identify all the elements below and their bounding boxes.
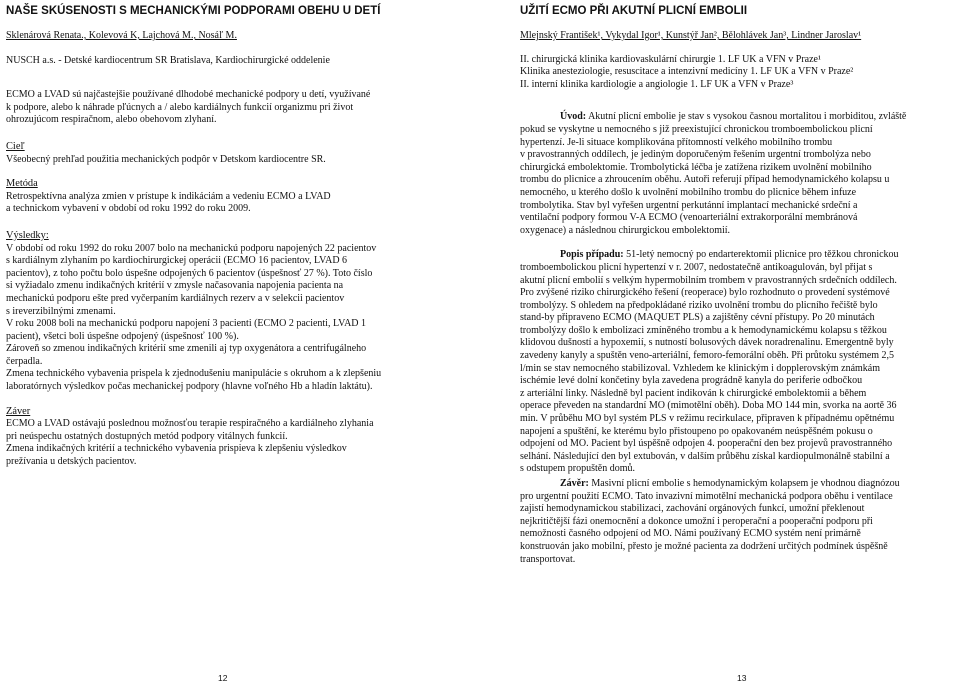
right-intro-first-line xyxy=(520,111,952,124)
left-results-line: V období od roku 1992 do roku 2007 bolo na mechanickú podporu napojených 22 pacientov xyxy=(6,242,377,254)
right-case-line: 51-letý nemocný po endarterektomii plicnice pro těžkou chronickou xyxy=(626,249,899,261)
right-conclusion-line: nemožnosti časného odpojení od MO. Námi používaný ECMO systém není primárně xyxy=(520,528,861,540)
left-conclusion-line: pri neúspechu ostatných dostupných metód podpory vitálnych funkcií. xyxy=(6,430,288,442)
left-method-line: a technickom vybavení v období od roku 1992 do roku 2009. xyxy=(6,203,251,215)
left-title: NAŠE SKÚSENOSTI S MECHANICKÝMI PODPORAMI OBEHU U DETÍ xyxy=(6,5,381,17)
right-case-line: trombolýzy došlo k embolizaci zmíněného trombu a k hemodynamickému kolapsu s těžkou xyxy=(520,324,887,336)
right-case-line: l/min se stav nemocného stabilizoval. Vzhledem ke klinickým i dopplerovským známkám xyxy=(520,362,881,374)
right-conclusion-line: Masivní plicní embolie s hemodynamickým kolapsem je vhodnou diagnózou xyxy=(591,478,900,489)
right-intro-label: Úvod: xyxy=(560,111,587,123)
left-method-line: Retrospektívna analýza zmien v prístupe k indikáciám a vedeniu ECMO a LVAD xyxy=(6,190,331,202)
right-intro-line: pokud se vyskytne u nemocného s již preexistující chronickou tromboembolickou plicní xyxy=(520,123,873,135)
left-results-line: s kardiálnym zlyhaním po kardiochirurgickej operácii (ECMO 16 pacientov, LVAD 6 xyxy=(6,255,348,267)
left-affiliation: NUSCH a.s. - Detské kardiocentrum SR Bratislava, Kardiochirurgické oddelenie xyxy=(6,54,330,66)
left-intro xyxy=(6,89,474,127)
right-case-line: tromboembolickou plicní hypertenzí v r. 2007, nedostatečně antikoagulován, byl přijat s xyxy=(520,261,873,273)
right-title: UŽITÍ ECMO PŘI AKUTNÍ PLICNÍ EMBOLII xyxy=(520,5,748,17)
right-case-line: ischémie levé dolní končetiny byla zavedena prográdně kanyla do periferie odbočkou xyxy=(520,375,863,387)
left-authors: Sklenárová Renata., Kolevová K, Lajchová M., Nosáľ M. xyxy=(6,30,237,41)
right-intro-line: nemocného, u kterého došlo k uvolnění mobilního trombu do plicnice během infuze xyxy=(520,186,857,198)
right-case-line: klidovou dušností a hypoxemií, s nutností bolusových dávek noradrenalinu. Emergentně byly xyxy=(520,337,894,349)
left-results-line: čerpadla. xyxy=(6,355,43,367)
left-conclusion-heading: Záver xyxy=(6,405,31,417)
right-case-line: operace převeden na standardní MO (mimotělní oběh). Doba MO 144 min, svorka na aortě 36 xyxy=(520,400,897,412)
right-intro xyxy=(520,111,952,237)
left-conclusion-line: Zmena indikačných kritérií a technického vybavenia prispieva k zlepšeniu výsledkov xyxy=(6,443,347,455)
left-results-line: s ireverzibilnými zmenami. xyxy=(6,305,116,317)
left-results-line: pacientov), z toho počtu bolo úspešne odpojených 6 pacientov (úspešnosť 27 %). Toto číslo xyxy=(6,267,373,279)
left-intro-line: ECMO a LVAD sú najčastejšie používané dlhodobé mechanické podpory u detí, využívané xyxy=(6,89,371,101)
right-conclusion-line: pro urgentní použití ECMO. Tato invazivní mimotělní mechanická podpora oběhu i ventilace xyxy=(520,490,893,502)
right-case-line: min. V průběhu MO byl systém PLS v režimu recirkulace, připraven k případnému opětnému xyxy=(520,413,895,425)
right-conclusion-line: transportovat. xyxy=(520,553,576,565)
right-intro-line: Akutní plicní embolie je stav s vysokou časnou mortalitou i morbiditou, zvláště xyxy=(588,111,907,123)
left-aim-heading: Cieľ xyxy=(6,140,25,152)
left-results-line: si vyžiadalo zmenu indikačných kritérií v zmysle načasovania napojenia pacienta na xyxy=(6,280,344,292)
right-affiliation: Klinika anesteziologie, resuscitace a intenzivní medicíny 1. LF UK a VFN v Praze² xyxy=(520,66,854,78)
right-case-line: z arteriální linky. Následně byl pacient indikován k chirurgické embolektomii a během xyxy=(520,387,867,399)
right-intro-line: trombu do plicnice a zhroucením oběhu. Autoři referují případ hemodynamického kolapsu u xyxy=(520,174,890,186)
left-results-line: V roku 2008 boli na mechanickú podporu napojení 3 pacienti (ECMO 2 pacienti, LVAD 1 xyxy=(6,318,367,330)
right-case-line: napojení a spuštění, ke kterému bylo přistoupeno po opakovaném neúspěšném pokusu o xyxy=(520,425,873,437)
right-intro-line: ventilační podpory formou V-A ECMO (venoarteriální extrakorporální membránová xyxy=(520,212,858,224)
right-conclusion xyxy=(520,478,952,566)
left-conclusion-line: prežívania u detských pacientov. xyxy=(6,456,137,468)
left-results xyxy=(6,243,474,394)
right-case xyxy=(520,249,952,476)
right-case-label: Popis případu: xyxy=(560,249,624,261)
right-conclusion-label: Závěr: xyxy=(560,478,589,489)
right-intro-line: trombolytika. Stav byl vyřešen urgentní perkutánní implantací mechanické srdeční a xyxy=(520,199,858,211)
left-method-heading: Metóda xyxy=(6,178,38,190)
left-intro-line: ohrozujúcom respiračnom, alebo obehovom zlyhaní. xyxy=(6,114,217,126)
right-case-line: zavedeny kanyly a spuštěn veno-arteriální, femoro-femorální oběh. Při průtoku systémem 2,5 xyxy=(520,350,895,362)
right-conclusion-first-line xyxy=(520,478,952,491)
right-case-line: trombolýzy. S ohledem na předpokládané riziko uvolnění trombu do plicního řečiště bylo xyxy=(520,299,878,311)
right-authors: Mlejnský František¹, Vykydal Igor¹, Kunstýř Jan², Bělohlávek Jan³, Lindner Jaroslav¹ xyxy=(520,30,862,41)
right-affiliation: II. interní klinika kardiologie a angiologie 1. LF UK a VFN v Praze³ xyxy=(520,78,794,90)
right-intro-line: hypertenzí. Je-li situace komplikována přítomností velkého mobilního trombu xyxy=(520,136,833,148)
left-page-number: 12 xyxy=(218,673,228,683)
right-page-number: 13 xyxy=(737,673,747,683)
right-intro-line: chirurgická embolektomie. Trombolytická léčba je zatížena rizikem uvolnění mobilního xyxy=(520,161,872,173)
right-case-first-line xyxy=(520,249,952,262)
left-conclusion-line: ECMO a LVAD ostávajú poslednou možnosťou terapie respiračného a kardiálneho zlyhania xyxy=(6,418,374,430)
left-conclusion xyxy=(6,418,474,468)
right-conclusion-line: konstruován jako mobilní, přesto je možné pacienta za dodržení určitých podmínek úspěšně xyxy=(520,540,888,552)
right-case-line: s odstupem propuštěn domů. xyxy=(520,463,635,475)
right-conclusion-line: nejkritičtější fázi onemocnění a dokonce umožní i peroperační a pooperační podporu při xyxy=(520,515,873,527)
right-intro-line: oxygenace) a následnou chirurgickou embolektomií. xyxy=(520,224,731,236)
left-results-heading: Výsledky: xyxy=(6,229,49,241)
left-results-line: Zmena technického vybavenia prispela k zjednodušeniu manipulácie s okruhom a k zlepšeniu xyxy=(6,368,382,380)
right-case-line: odpojení od MO. Pacient byl úspěšně odpojen 4. pooperační den bez projevů pravostranného xyxy=(520,438,893,450)
left-results-line: Zároveň so zmenou indikačných kritérií sme zmenili aj typ oxygenátora a centrifugálneho xyxy=(6,343,367,355)
left-aim-line: Všeobecný prehľad použitia mechanických podpôr v Detskom kardiocentre SR. xyxy=(6,153,326,165)
left-intro-line: k podpore, alebo k náhrade pľúcnych a / alebo kardiálnych funkcií organizmu pri život xyxy=(6,101,354,113)
right-case-line: Pro zvýšené riziko chirurgického řešení (reoperace) bylo rozhodnuto o provedení systémové xyxy=(520,287,890,299)
right-affiliation: II. chirurgická klinika kardiovaskulární chirurgie 1. LF UK a VFN v Praze¹ xyxy=(520,53,821,65)
right-case-line: selhání. Následující den byl extubován, v dalším průběhu získal kardiopulmonálně stabilní a xyxy=(520,450,890,462)
left-results-line: pacient), všetci boli úspešne odpojený (úspešnosť 100 %). xyxy=(6,330,239,342)
right-intro-line: v pravostranných oddílech, je jediným doporučeným řešením urgentní trombolýza nebo xyxy=(520,149,871,161)
right-case-line: akutní plicní embolií s velkým hypermobilním trombem v pravostranných srdečních oddílech. xyxy=(520,274,897,286)
left-results-line: laboratórnych výsledkov počas mechanickej podpory (hlavne voľného Hb a hladín laktátu). xyxy=(6,381,373,393)
right-case-line: stand-by připraveno ECMO (MAQUET PLS) a zajištěny cévní přístupy. Po 20 minutách xyxy=(520,312,875,324)
right-conclusion-line: zajistí hemodynamickou stabilizaci, zachování orgánových funkcí, umožní překlenout xyxy=(520,503,865,515)
right-page xyxy=(480,0,960,683)
left-results-line: mechanickú podporu ešte pred vyčerpaním kardiálnych rezerv a v selekcii pacientov xyxy=(6,292,345,304)
